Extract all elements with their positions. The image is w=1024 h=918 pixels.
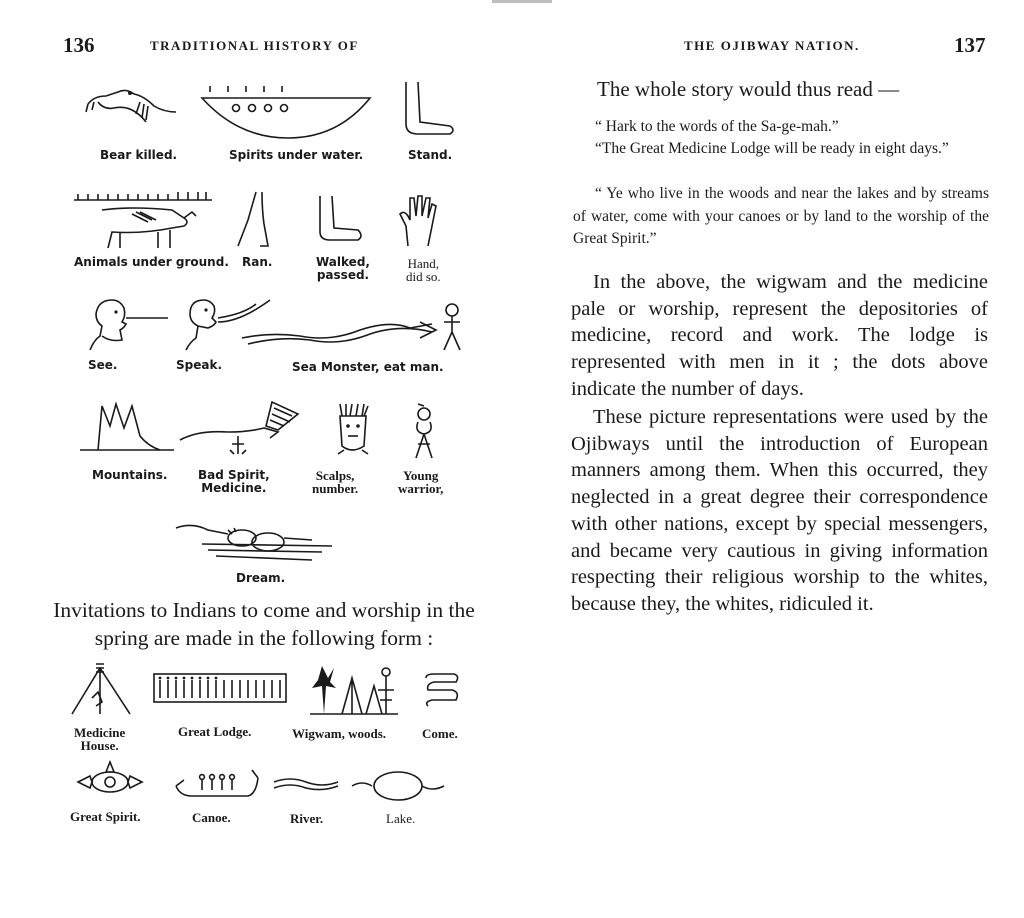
foot-icon [400,80,460,140]
pictograph-label: Come. [422,726,458,741]
pictograph-label-group [312,469,358,495]
paragraph-text: In the above, the wigwam and the medicine pale or worship, represent the depositories of medicine, record and work. The lodge is represented with men in it ; the dots above indicate the number of days. [571,271,988,400]
dream-icon [172,520,336,568]
pictograph-label: Stand. [408,148,453,162]
pictograph-label: Dream. [236,571,286,585]
canoe-icon [172,766,262,800]
pictograph-label: Ran. [242,255,273,269]
paragraph-text: These picture representations were used by the Ojibways until the introduction of European manners among them. When this occurred, they neglected in a great degree their correspondence with other nations, except by special messengers, and became very cautious in giving information respecting their religious worship to the whites, because they, the whites, ridiculed it. [571,406,988,615]
pictograph-label: River. [290,811,324,826]
body-paragraph [571,269,988,403]
pictograph-label: Lake. [386,811,416,826]
young-warrior-icon [410,404,440,460]
pictograph-label: Bear killed. [100,148,178,162]
animal-underground-icon [72,188,214,250]
quote-line [573,183,989,251]
pictograph-label: Wigwam, woods. [292,726,387,741]
label-line: Hand, [407,256,440,271]
page-number-right: 137 [954,33,986,57]
body-paragraph [571,404,988,618]
pictograph-label-group [198,469,270,495]
come-icon [422,672,462,708]
pictograph-label-group [74,726,125,752]
running-legs-icon [234,190,274,250]
pictograph-label: Speak. [176,358,223,372]
label-line: number. [312,481,359,496]
label-line: Scalps, [315,468,355,483]
pictograph-label: Animals under ground. [74,255,229,269]
walking-foot-icon [312,192,368,248]
river-icon [272,776,340,792]
label-line: Young [402,468,439,483]
lake-icon [350,768,446,804]
spirits-under-water-icon [198,86,374,142]
page-number-left: 136 [63,33,95,57]
invitation-heading: Invitations to Indians to come and worship in the spring are made in the following form : [53,598,475,650]
label-line: did so. [406,269,441,284]
mountains-icon [78,400,178,456]
wigwam-woods-icon [308,664,400,718]
running-head-left: TRADITIONAL HISTORY OF [150,38,359,53]
great-spirit-icon [76,760,144,796]
quote-text: “ Hark to the words of the Sa-ge-mah.” [595,118,839,135]
pictograph-label: Sea Monster, eat man. [292,360,444,374]
seeing-head-icon [86,294,170,354]
quote-line [573,116,989,139]
pictograph-label: Mountains. [92,468,168,482]
great-lodge-icon [152,672,288,706]
medicine-house-icon [70,662,134,718]
quote-line [573,138,989,161]
label-line: Walked, [316,255,370,269]
pictograph-label: See. [88,358,118,372]
story-intro: The whole story would thus read — [597,77,900,101]
bear-icon [84,82,180,134]
quote-text: “ Ye who live in the woods and near the lakes and by streams of water, come with your canoes or by land to the worship of the Great Spirit.” [573,185,989,247]
label-line: Bad Spirit, [198,468,270,482]
pictograph-label: Great Spirit. [70,809,141,824]
pictograph-label-group [406,257,441,283]
scalps-icon [334,402,374,456]
pictograph-label: Canoe. [192,810,231,825]
label-line: passed. [316,268,370,282]
label-line: warrior, [398,481,444,496]
bad-spirit-icon [178,396,302,458]
pictograph-label: Spirits under water. [229,148,364,162]
sea-monster-icon [240,302,466,352]
pictograph-label: Great Lodge. [178,724,252,739]
pictograph-label-group [316,256,370,282]
label-line: House. [80,738,119,753]
quote-text: “The Great Medicine Lodge will be ready in eight days.” [595,140,949,157]
running-head-right: THE OJIBWAY NATION. [684,38,860,53]
pictograph-label-group [398,469,443,495]
label-line: Medicine. [201,481,267,495]
hand-icon [398,192,442,250]
label-line: Medicine [74,725,126,740]
